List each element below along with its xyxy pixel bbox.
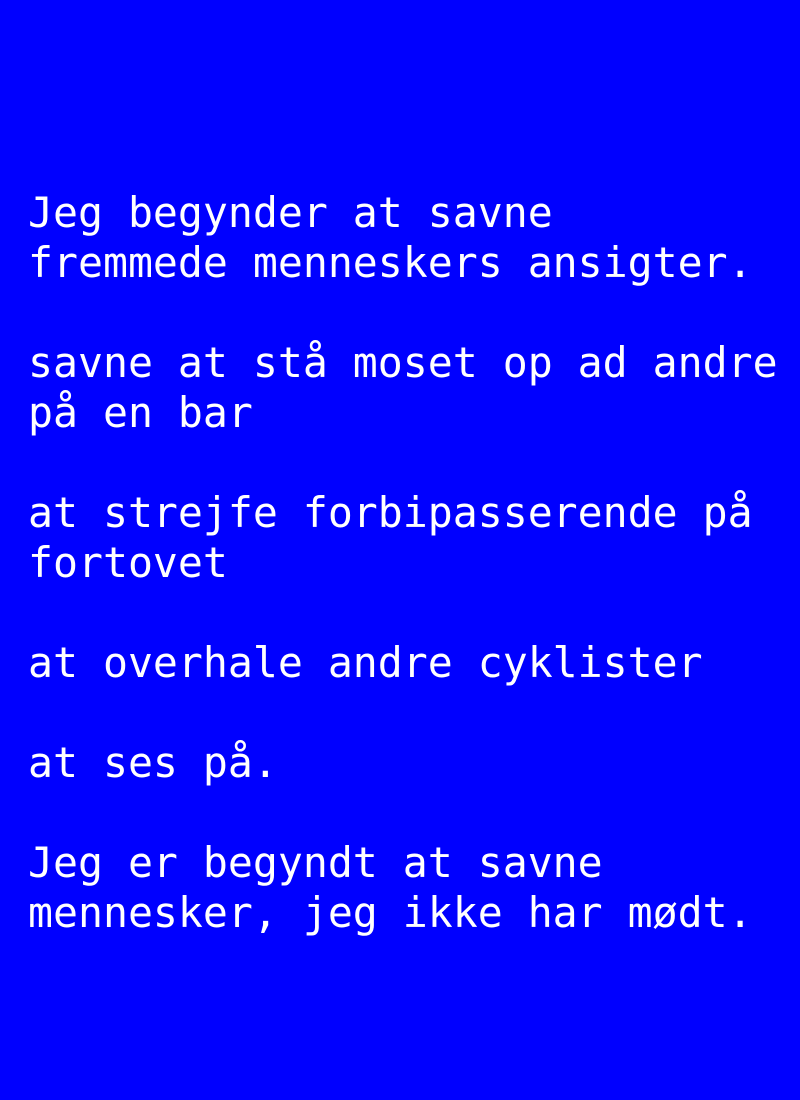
poem-line: Jeg begynder at savne: [28, 188, 553, 237]
poem-line: at strejfe forbipasserende på: [28, 488, 753, 537]
poem-line: mennesker, jeg ikke har mødt.: [28, 888, 753, 937]
stanza: [28, 838, 788, 938]
poem-line: på en bar: [28, 388, 253, 437]
stanza: [28, 488, 788, 588]
poem-line: at ses på.: [28, 738, 278, 787]
poem-line: fremmede menneskers ansigter.: [28, 238, 753, 287]
poem-line: fortovet: [28, 538, 228, 587]
stanza: [28, 638, 788, 688]
poem-line: at overhale andre cyklister: [28, 638, 703, 687]
stanza: [28, 188, 788, 288]
poem-line: Jeg er begyndt at savne: [28, 838, 603, 887]
poem-line: savne at stå moset op ad andre: [28, 338, 778, 387]
stanza: [28, 338, 788, 438]
stanza: [28, 738, 788, 788]
poem: [28, 188, 788, 988]
